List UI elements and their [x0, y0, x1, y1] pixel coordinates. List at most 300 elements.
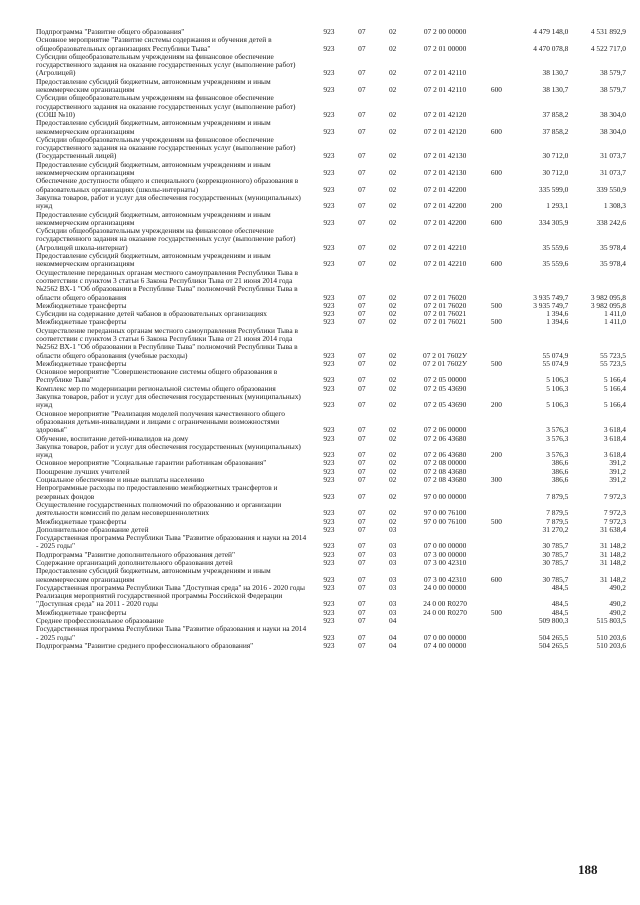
- amount-year-1: 1 394,6: [546, 317, 569, 327]
- amount-year-2: 4 531 892,9: [590, 27, 626, 36]
- section-code: 07: [358, 317, 366, 327]
- item-name: Межбюджетные трансферты: [36, 358, 127, 368]
- subsection-code: 02: [388, 300, 397, 310]
- item-name: Предоставление субсидий бюджетным, автономным учреждениям и иным некоммерческим организациям: [36, 209, 271, 227]
- subsection-code: 02: [388, 425, 397, 435]
- target-article-code: [408, 526, 482, 534]
- target-article-code: 07 3 00 42310: [423, 574, 467, 584]
- section-code: 07: [358, 259, 366, 269]
- ministry-code: 923: [323, 68, 335, 78]
- subsection-code: 03: [388, 599, 397, 609]
- ministry-code: 923: [323, 109, 335, 119]
- subsection-code: 02: [388, 508, 397, 518]
- amount-year-2: 339 550,9: [596, 184, 626, 194]
- item-name: Государственная программа Республики Тыва "Доступная среда" на 2016 - 2020 годы: [36, 582, 305, 592]
- amount-year-2: 7 972,3: [603, 516, 626, 526]
- item-name: Осуществление переданных органам местного самоуправления Республики Тыва в соответствии с пунктом 3 статьи 6 Закона Республики Тыва от 21 июня 2014 года №2562 ВХ-1 "Об образовании в Республике Тыва" полномочий Республики Тыва в области общего образования: [36, 267, 298, 302]
- section-code: 07: [358, 184, 366, 194]
- amount-year-1: 35 559,6: [542, 259, 569, 269]
- amount-year-1: 30 712,0: [542, 168, 569, 178]
- item-name: Комплекс мер по модернизации региональной системы общего образования: [36, 383, 276, 393]
- target-article-code: 97 0 00 00000: [423, 491, 467, 501]
- target-article-code: 07 2 01 42120: [423, 126, 467, 136]
- ministry-code: 923: [323, 43, 335, 53]
- expense-type-code: [482, 227, 511, 252]
- expense-type-code: [482, 501, 511, 518]
- amount-year-2: 391,2: [609, 475, 626, 485]
- amount-year-2: 338 242,6: [596, 217, 626, 227]
- section-code: 07: [358, 27, 366, 36]
- subsection-code: 02: [388, 151, 397, 161]
- subsection-code: 02: [388, 109, 397, 119]
- section-code: 07: [358, 350, 366, 360]
- ministry-code: 923: [323, 632, 335, 642]
- item-name: Субсидии общеобразовательным учреждениям на финансовое обеспечение государственного задания на оказание государственных услуг (выполнение работ) (Государственный лицей): [36, 134, 296, 161]
- table-row: [36, 567, 626, 584]
- item-name: Осуществление государственных полномочий по образованию и организации деятельности комиссий по делам несовершеннолетних: [36, 499, 282, 518]
- ministry-code: 923: [323, 383, 335, 393]
- target-article-code: 07 2 01 42120: [423, 109, 467, 119]
- expense-type-code: [482, 642, 511, 650]
- subsection-code: 02: [388, 27, 397, 36]
- amount-year-1: 3 935 749,7: [533, 300, 569, 310]
- amount-year-2: 391,2: [609, 466, 626, 476]
- section-code: 07: [358, 475, 366, 485]
- amount-year-1: 30 785,7: [542, 574, 569, 584]
- item-name: Государственная программа Республики Тыва "Развитие образования и науки на 2014 - 2025 годы": [36, 624, 307, 642]
- item-name: Межбюджетные трансферты: [36, 317, 127, 327]
- section-code: 07: [358, 300, 366, 310]
- expense-type-code: 500: [490, 516, 502, 526]
- amount-year-1: 30 785,7: [542, 549, 569, 559]
- ministry-code: 923: [323, 425, 335, 435]
- item-name: Основное мероприятие "Развитие системы содержания и обучения детей в общеобразовательных организациях Республики Тыва": [36, 35, 272, 53]
- amount-year-1: 5 106,3: [546, 400, 569, 410]
- subsection-code: 02: [388, 450, 397, 460]
- target-article-code: 07 2 01 42210: [423, 242, 467, 252]
- section-code: 07: [358, 516, 366, 526]
- expense-type-code: [482, 410, 511, 435]
- subsection-code: 02: [388, 201, 397, 211]
- amount-year-1: 30 712,0: [542, 151, 569, 161]
- expense-type-code: 600: [490, 168, 502, 178]
- item-name: Обеспечение доступности общего и специального (коррекционного) образования в образовательных организациях (школы-интернаты): [36, 176, 299, 194]
- expense-type-code: [482, 551, 511, 559]
- item-name: Субсидии на содержание детей чабанов в образовательных организациях: [36, 309, 267, 319]
- amount-year-1: 37 858,2: [542, 126, 569, 136]
- amount-year-2: 31 073,7: [600, 168, 626, 178]
- section-code: 07: [358, 242, 366, 252]
- table-row: [36, 393, 626, 410]
- target-article-code: 07 2 01 7602У: [423, 358, 468, 368]
- ministry-code: 923: [323, 151, 335, 161]
- expense-type-code: 200: [490, 201, 502, 211]
- subsection-code: 02: [388, 400, 397, 410]
- amount-year-1: 484,5: [551, 607, 569, 617]
- amount-year-1: 5 106,3: [546, 375, 569, 385]
- item-name: Закупка товаров, работ и услуг для обеспечения государственных (муниципальных) нужд: [36, 441, 301, 460]
- amount-year-2: 31 148,2: [600, 549, 626, 559]
- table-row: [36, 269, 626, 302]
- table-row: [36, 53, 626, 78]
- ministry-code: 923: [323, 616, 335, 626]
- table-row: [36, 368, 626, 385]
- budget-table: [36, 28, 626, 650]
- amount-year-2: 1 411,0: [604, 309, 626, 319]
- amount-year-2: 3 618,4: [603, 433, 626, 443]
- section-code: 07: [358, 425, 366, 435]
- target-article-code: 24 0 00 R0270: [423, 599, 467, 609]
- subsection-code: 03: [388, 574, 397, 584]
- section-code: 07: [358, 491, 366, 501]
- section-code: 07: [358, 558, 366, 567]
- amount-year-2: 510 203,6: [596, 640, 626, 650]
- amount-year-2: 3 982 095,8: [590, 300, 626, 310]
- section-code: 07: [358, 126, 366, 136]
- expense-type-code: 200: [490, 400, 502, 410]
- expense-type-code: [482, 327, 511, 360]
- table-row: [36, 327, 626, 360]
- subsection-code: 04: [388, 616, 397, 626]
- ministry-code: 923: [323, 599, 335, 609]
- table-row: [36, 484, 626, 501]
- section-code: 07: [358, 640, 366, 650]
- section-code: 07: [358, 358, 366, 368]
- target-article-code: 07 2 01 42130: [423, 151, 467, 161]
- target-article-code: 07 2 08 43680: [423, 466, 467, 476]
- item-name: Поощрение лучших учителей: [36, 466, 130, 476]
- subsection-code: 02: [388, 68, 397, 78]
- ministry-code: 923: [323, 541, 335, 551]
- table-row: [36, 501, 626, 518]
- expense-type-code: 600: [490, 259, 502, 269]
- subsection-code: 02: [388, 383, 397, 393]
- item-name: Среднее профессиональное образование: [36, 616, 164, 626]
- amount-year-2: 3 982 095,8: [590, 292, 626, 302]
- target-article-code: 07 4 00 00000: [423, 640, 467, 650]
- amount-year-1: 31 270,2: [542, 524, 569, 534]
- ministry-code: 923: [323, 524, 335, 534]
- expense-type-code: 500: [490, 358, 502, 368]
- target-article-code: 07 2 01 7602У: [423, 350, 468, 360]
- target-article-code: 07 2 01 42200: [423, 184, 467, 194]
- amount-year-2: 38 304,0: [600, 109, 626, 119]
- ministry-code: 923: [323, 259, 335, 269]
- target-article-code: 07 2 01 76020: [423, 292, 467, 302]
- target-article-code: 07 2 01 76021: [423, 309, 467, 319]
- amount-year-2: 38 579,7: [600, 85, 626, 95]
- target-article-code: 07 2 08 43680: [423, 475, 467, 485]
- subsection-code: 02: [388, 433, 397, 443]
- item-name: Обучение, воспитание детей-инвалидов на дому: [36, 433, 189, 443]
- amount-year-2: 490,2: [609, 599, 626, 609]
- section-code: 07: [358, 616, 366, 626]
- section-code: 07: [358, 400, 366, 410]
- subsection-code: 03: [388, 549, 397, 559]
- ministry-code: 923: [323, 358, 335, 368]
- item-name: Субсидии общеобразовательным учреждениям на финансовое обеспечение государственного задания на оказание государственных услуг (выполнение работ) (Агролицей школа-интернат): [36, 226, 296, 252]
- amount-year-1: 7 879,5: [546, 508, 569, 518]
- table-row: [36, 625, 626, 642]
- item-name: Основное мероприятие "Социальные гарантии работникам образования": [36, 458, 267, 468]
- amount-year-2: 31 148,2: [600, 541, 626, 551]
- ministry-code: 923: [323, 450, 335, 460]
- item-name: Предоставление субсидий бюджетным, автономным учреждениям и иным некоммерческим организациям: [36, 566, 271, 584]
- ministry-code: 923: [323, 168, 335, 178]
- item-name: Государственная программа Республики Тыва "Развитие образования и науки на 2014 - 2025 годы": [36, 533, 307, 551]
- expense-type-code: [482, 584, 511, 592]
- expense-type-code: [482, 559, 511, 567]
- amount-year-2: 1 411,0: [604, 317, 626, 327]
- amount-year-2: 31 073,7: [600, 151, 626, 161]
- expense-type-code: [482, 53, 511, 78]
- subsection-code: 02: [388, 458, 397, 468]
- amount-year-1: 386,6: [551, 475, 569, 485]
- section-code: 07: [358, 632, 366, 642]
- subsection-code: 04: [388, 640, 397, 650]
- target-article-code: 07 0 00 00000: [423, 541, 467, 551]
- amount-year-2: 3 618,4: [603, 450, 626, 460]
- amount-year-1: 4 479 148,0: [533, 27, 569, 36]
- expense-type-code: [482, 368, 511, 385]
- target-article-code: 07 2 06 00000: [423, 425, 467, 435]
- target-article-code: 07 2 01 42130: [423, 168, 467, 178]
- table-row: [36, 227, 626, 252]
- section-code: 07: [358, 309, 366, 319]
- expense-type-code: [482, 435, 511, 443]
- ministry-code: 923: [323, 475, 335, 485]
- section-code: 07: [358, 375, 366, 385]
- amount-year-1: 7 879,5: [546, 491, 569, 501]
- target-article-code: 07 2 05 00000: [423, 375, 467, 385]
- item-name: Осуществление переданных органам местного самоуправления Республики Тыва в соответствии с пунктом 3 статьи 6 Закона Республики Тыва от 21 июня 2014 года №2562 ВХ-1 "Об образовании в Республике Тыва" полномочий Республики Тыва в области общего образования (учебные расходы): [36, 325, 298, 360]
- item-name: Межбюджетные трансферты: [36, 607, 127, 617]
- table-row: [36, 177, 626, 194]
- amount-year-1: 386,6: [551, 466, 569, 476]
- section-code: 07: [358, 466, 366, 476]
- amount-year-2: 35 978,4: [600, 259, 626, 269]
- table-row: [36, 194, 626, 211]
- target-article-code: 07 2 01 00000: [423, 43, 467, 53]
- ministry-code: 923: [323, 508, 335, 518]
- amount-year-1: 3 576,3: [546, 425, 569, 435]
- ministry-code: 923: [323, 458, 335, 468]
- section-code: 07: [358, 607, 366, 617]
- ministry-code: 923: [323, 640, 335, 650]
- section-code: 07: [358, 541, 366, 551]
- item-name: Межбюджетные трансферты: [36, 300, 127, 310]
- amount-year-1: 335 599,0: [538, 184, 569, 194]
- item-name: Закупка товаров, работ и услуг для обеспечения государственных (муниципальных) нужд: [36, 192, 301, 211]
- subsection-code: 02: [388, 309, 397, 319]
- item-name: Реализация мероприятий государственной программы Российской Федерации "Доступная среда" на 2011 - 2020 годы: [36, 591, 283, 609]
- expense-type-code: 500: [490, 300, 502, 310]
- subsection-code: 03: [388, 607, 397, 617]
- item-name: Субсидии общеобразовательным учреждениям на финансовое обеспечение государственного задания на оказание государственных услуг (выполнение работ) (СОШ №10): [36, 93, 296, 119]
- target-article-code: 07 2 01 42200: [423, 201, 467, 211]
- section-code: 07: [358, 151, 366, 161]
- amount-year-1: 35 559,6: [542, 242, 569, 252]
- ministry-code: 923: [323, 309, 335, 319]
- ministry-code: 923: [323, 574, 335, 584]
- expense-type-code: 300: [490, 475, 502, 485]
- item-name: Субсидии общеобразовательным учреждениям на финансовое обеспечение государственного задания на оказание государственных услуг (выполнение работ) (Агролицей): [36, 51, 296, 78]
- ministry-code: 923: [323, 217, 335, 227]
- ministry-code: 923: [323, 433, 335, 443]
- target-article-code: 07 2 06 43680: [423, 450, 467, 460]
- ministry-code: 923: [323, 27, 335, 36]
- amount-year-2: 490,2: [609, 582, 626, 592]
- table-row: [36, 252, 626, 269]
- amount-year-1: 504 265,5: [538, 640, 569, 650]
- section-code: 07: [358, 217, 366, 227]
- target-article-code: 07 2 06 43680: [423, 433, 467, 443]
- item-name: Предоставление субсидий бюджетным, автономным учреждениям и иным некоммерческим организациям: [36, 76, 271, 95]
- subsection-code: 02: [388, 516, 397, 526]
- amount-year-2: 31 638,4: [600, 524, 626, 534]
- target-article-code: 07 2 01 42110: [423, 85, 467, 95]
- target-article-code: 07 2 05 43690: [423, 400, 467, 410]
- item-name: Подпрограмма "Развитие дополнительного образования детей": [36, 549, 236, 559]
- table-body: [36, 28, 626, 650]
- amount-year-1: 5 106,3: [546, 383, 569, 393]
- amount-year-1: 30 785,7: [542, 558, 569, 567]
- expense-type-code: [482, 484, 511, 501]
- section-code: 07: [358, 433, 366, 443]
- target-article-code: 07 2 01 42210: [423, 259, 467, 269]
- expense-type-code: [482, 534, 511, 551]
- amount-year-2: 5 166,4: [603, 383, 626, 393]
- target-article-code: 07 0 00 00000: [423, 632, 467, 642]
- amount-year-1: 4 470 078,8: [533, 43, 569, 53]
- expense-type-code: 500: [490, 317, 502, 327]
- subsection-code: 03: [388, 582, 397, 592]
- amount-year-2: 5 166,4: [603, 400, 626, 410]
- ministry-code: 923: [323, 491, 335, 501]
- item-name: Основное мероприятие "Реализация моделей получения качественного общего образования детьми-инвалидами и лицами с ограниченными возможностями здоровья": [36, 408, 285, 435]
- subsection-code: 02: [388, 126, 397, 136]
- target-article-code: 97 0 00 76100: [423, 516, 467, 526]
- target-article-code: 07 2 01 76021: [423, 317, 467, 327]
- amount-year-2: 7 972,3: [603, 508, 626, 518]
- subsection-code: 02: [388, 466, 397, 476]
- amount-year-1: 55 074,9: [542, 358, 569, 368]
- section-code: 07: [358, 574, 366, 584]
- amount-year-1: 484,5: [551, 582, 569, 592]
- target-article-code: [408, 617, 482, 625]
- subsection-code: 02: [388, 242, 397, 252]
- amount-year-2: 38 304,0: [600, 126, 626, 136]
- target-article-code: 07 3 00 42310: [423, 558, 467, 567]
- target-article-code: 07 3 00 00000: [423, 549, 467, 559]
- subsection-code: 03: [388, 541, 397, 551]
- ministry-code: 923: [323, 549, 335, 559]
- subsection-code: 03: [388, 524, 397, 534]
- section-code: 07: [358, 201, 366, 211]
- target-article-code: 07 2 05 43690: [423, 383, 467, 393]
- expense-type-code: [482, 385, 511, 393]
- ministry-code: 923: [323, 350, 335, 360]
- item-name: Межбюджетные трансферты: [36, 516, 127, 526]
- expense-type-code: [482, 526, 511, 534]
- subsection-code: 02: [388, 184, 397, 194]
- amount-year-2: 5 166,4: [603, 375, 626, 385]
- section-code: 07: [358, 582, 366, 592]
- item-name: Социальное обеспечение и иные выплаты населению: [36, 475, 205, 485]
- ministry-code: 923: [323, 201, 335, 211]
- amount-year-1: 37 858,2: [542, 109, 569, 119]
- item-name: Закупка товаров, работ и услуг для обеспечения государственных (муниципальных) нужд: [36, 392, 301, 410]
- section-code: 07: [358, 450, 366, 460]
- expense-type-code: [482, 136, 511, 161]
- amount-year-1: 3 935 749,7: [533, 292, 569, 302]
- amount-year-2: 31 148,2: [600, 558, 626, 567]
- expense-type-code: [482, 177, 511, 194]
- section-code: 07: [358, 599, 366, 609]
- subsection-code: 02: [388, 168, 397, 178]
- expense-type-code: 500: [490, 607, 502, 617]
- subsection-code: 02: [388, 475, 397, 485]
- amount-year-1: 509 800,3: [538, 616, 569, 626]
- ministry-code: 923: [323, 242, 335, 252]
- ministry-code: 923: [323, 85, 335, 95]
- item-name: Дополнительное образование детей: [36, 524, 149, 534]
- amount-year-1: 55 074,9: [542, 350, 569, 360]
- section-code: 07: [358, 458, 366, 468]
- table-row: [36, 443, 626, 460]
- amount-year-2: 490,2: [609, 607, 626, 617]
- ministry-code: 923: [323, 558, 335, 567]
- ministry-code: 923: [323, 375, 335, 385]
- item-name: Содержание организаций дополнительного образования детей: [36, 558, 233, 567]
- section-code: 07: [358, 549, 366, 559]
- table-row: [36, 534, 626, 551]
- table-row: [36, 78, 626, 95]
- section-code: 07: [358, 292, 366, 302]
- amount-year-1: 1 293,1: [546, 201, 569, 211]
- table-row: [36, 36, 626, 53]
- amount-year-1: 1 394,6: [546, 309, 569, 319]
- amount-year-1: 38 130,7: [542, 68, 569, 78]
- ministry-code: 923: [323, 317, 335, 327]
- item-name: Основное мероприятие "Совершенствование системы общего образования в Республике Тыва": [36, 367, 278, 385]
- target-article-code: 07 2 08 00000: [423, 458, 467, 468]
- page-number: 188: [578, 862, 598, 877]
- expense-type-code: [482, 94, 511, 119]
- expense-type-code: [482, 459, 511, 467]
- subsection-code: 03: [388, 558, 397, 567]
- amount-year-2: 3 618,4: [603, 425, 626, 435]
- item-name: Предоставление субсидий бюджетным, автономным учреждениям и иным некоммерческим организациям: [36, 118, 271, 136]
- expense-type-code: [482, 36, 511, 53]
- section-code: 07: [358, 68, 366, 78]
- item-name: Предоставление субсидий бюджетным, автономным учреждениям и иным некоммерческим организациям: [36, 159, 271, 178]
- amount-year-2: 55 723,5: [600, 358, 626, 368]
- amount-year-1: 386,6: [551, 458, 569, 468]
- table-row: [36, 119, 626, 136]
- subsection-code: 02: [388, 317, 397, 327]
- amount-year-2: 35 978,4: [600, 242, 626, 252]
- ministry-code: 923: [323, 466, 335, 476]
- expense-type-code: 200: [490, 450, 502, 460]
- section-code: 07: [358, 508, 366, 518]
- expense-type-code: [482, 617, 511, 625]
- expense-type-code: 600: [490, 85, 502, 95]
- subsection-code: 02: [388, 292, 397, 302]
- item-name: Подпрограмма "Развитие общего образования": [36, 27, 185, 36]
- section-code: 07: [358, 85, 366, 95]
- amount-year-1: 334 305,9: [538, 217, 569, 227]
